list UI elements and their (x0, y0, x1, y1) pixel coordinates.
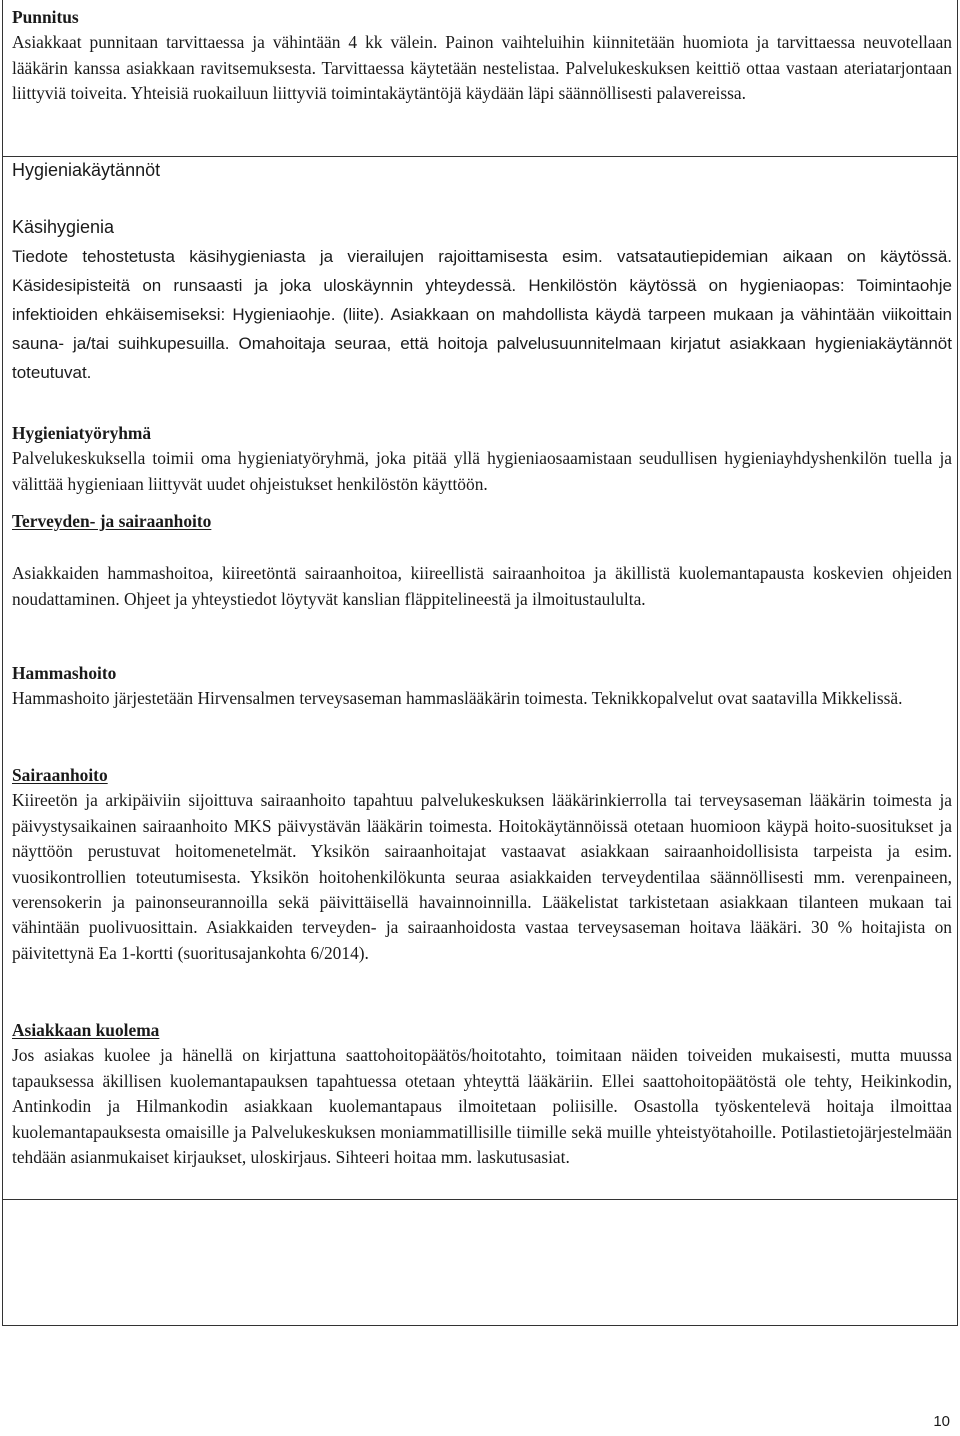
sairaanhoito-heading: Sairaanhoito (12, 765, 108, 785)
hygieniatyoryhma-section (12, 421, 952, 497)
sairaanhoito-section (12, 763, 952, 966)
kuolema-section (12, 1018, 952, 1170)
kuolema-heading: Asiakkaan kuolema (12, 1020, 160, 1040)
page-number: 10 (933, 1413, 950, 1430)
kasihygienia-text: Tiedote tehostetusta käsihygieniasta ja vierailujen rajoittamisesta esim. vatsatautiepidemian aikaan on käytössä. Käsidesipisteitä on runsaasti ja joka uloskäynnin yhteydessä. Henkilöstön käytössä on hygieniaopas: Toimintaohje infektioiden ehkäisemiseksi: Hygieniaohje. (liite). Asiakkaan on mahdollista käydä tarpeen mukaan ja vähintään viikoittain sauna- ja/tai suihkupesuilla. Omahoitaja seuraa, että hoitoja palvelusuunnitelmaan kirjatut asiakkaan hygieniakäytännöt toteutuvat. (12, 247, 952, 382)
punnitus-heading: Punnitus (12, 7, 79, 27)
terveys-text: Asiakkaiden hammashoitoa, kiireetöntä sairaanhoitoa, kiireellistä sairaanhoitoa ja äkillistä kuolemantapausta koskevien ohjeiden noudattaminen. Ohjeet ja yhteystiedot löytyvät kanslian fläppitelineestä ja ilmoitustaululta. (12, 563, 952, 609)
punnitus-text: Asiakkaat punnitaan tarvittaessa ja vähintään 4 kk välein. Painon vaihteluihin kiinnitetään huomiota ja tarvittaessa neuvotellaan lääkärin kanssa asiakkaan ravitsemuksesta. Tarvittaessa käytetään nestelistaa. Palvelukeskuksen keittiö ottaa vastaan ateriatarjontaan liittyviä toiveita. Yhteisiä ruokailuun liittyviä toimintakäytäntöjä käydään läpi säännöllisesti palavereissa. (12, 32, 952, 104)
sairaanhoito-text: Kiireetön ja arkipäiviin sijoittuva sairaanhoito tapahtuu palvelukeskuksen lääkärinkierrolla tai terveysaseman lääkärin toimesta ja päivystysaikainen sairaanhoito MKS päivystävän lääkärin toimesta. Hoitokäytännöissä otetaan huomioon käypä hoito-suositukset ja näyttöön perustuvat hoitomenetelmät. Yksikön sairaanhoitajat vastaavat asiakkaan sairaanhoidollisista tarpeista ja esim. vuosikontrollien toteutumisesta. Yksikön hoitohenkilökunta seuraa asiakkaiden terveydentilaa säännöllisesti mm. verenpaineen, verensokerin ja painonseurannoilla sekä päivittäisellä havainnoinnilla. Lääkelistat tarkistetaan asiakkaan tilanteen mukaan tai vähintään puolivuosittain. Asiakkaiden terveyden- ja sairaanhoidosta vastaa terveysaseman hoitava lääkäri. 30 % hoitajista on päivitettynä Ea 1-kortti (suoritusajankohta 6/2014). (12, 790, 952, 963)
punnitus-section (12, 5, 952, 107)
hammashoito-heading: Hammashoito (12, 663, 117, 683)
terveys-section (12, 509, 952, 612)
kuolema-text: Jos asiakas kuolee ja hänellä on kirjattuna saattohoitopäätös/hoitotahto, toimitaan näiden toiveiden mukaisesti, mutta muussa tapauksessa äkillisen kuolemantapauksen tapahtuessa otetaan yhteyttä lääkäriin. Ellei saattohoitopäätöstä ole tehty, Heikinkodin, Antinkodin ja Hilmankodin asiakkaan kuolemantapaus ilmoitetaan poliisille. Osastolla työskentelevä hoitaja ilmoittaa kuolemantapauksesta omaisille ja Palvelukeskuksen moniammatillisille tiimille sekä muille yhteistyötahoille. Potilastietojärjestelmään tehdään asianmukaiset kirjaukset, uloskirjaus. Sihteeri hoitaa mm. laskutusasiat. (12, 1045, 952, 1168)
hammashoito-text: Hammashoito järjestetään Hirvensalmen terveysaseman hammaslääkärin toimesta. Teknikkopalvelut ovat saatavilla Mikkelissä. (12, 688, 903, 709)
section-divider-bottom (2, 1199, 958, 1200)
hygienia-heading: Hygieniakäytännöt (12, 160, 161, 180)
hygieniatyoryhma-text: Palvelukeskuksella toimii oma hygieniatyöryhmä, joka pitää yllä hygieniaosaamistaan seudullisen hygieniayhdyshenkilön tuella ja välittää hygieniaan liittyvät uudet ohjeistukset henkilöstön käyttöön. (12, 448, 952, 494)
hammashoito-section (12, 661, 952, 712)
terveys-heading: Terveyden- ja sairaanhoito (12, 511, 212, 531)
hygieniatyoryhma-heading: Hygieniatyöryhmä (12, 423, 152, 443)
kasihygienia-heading: Käsihygienia (12, 217, 115, 237)
